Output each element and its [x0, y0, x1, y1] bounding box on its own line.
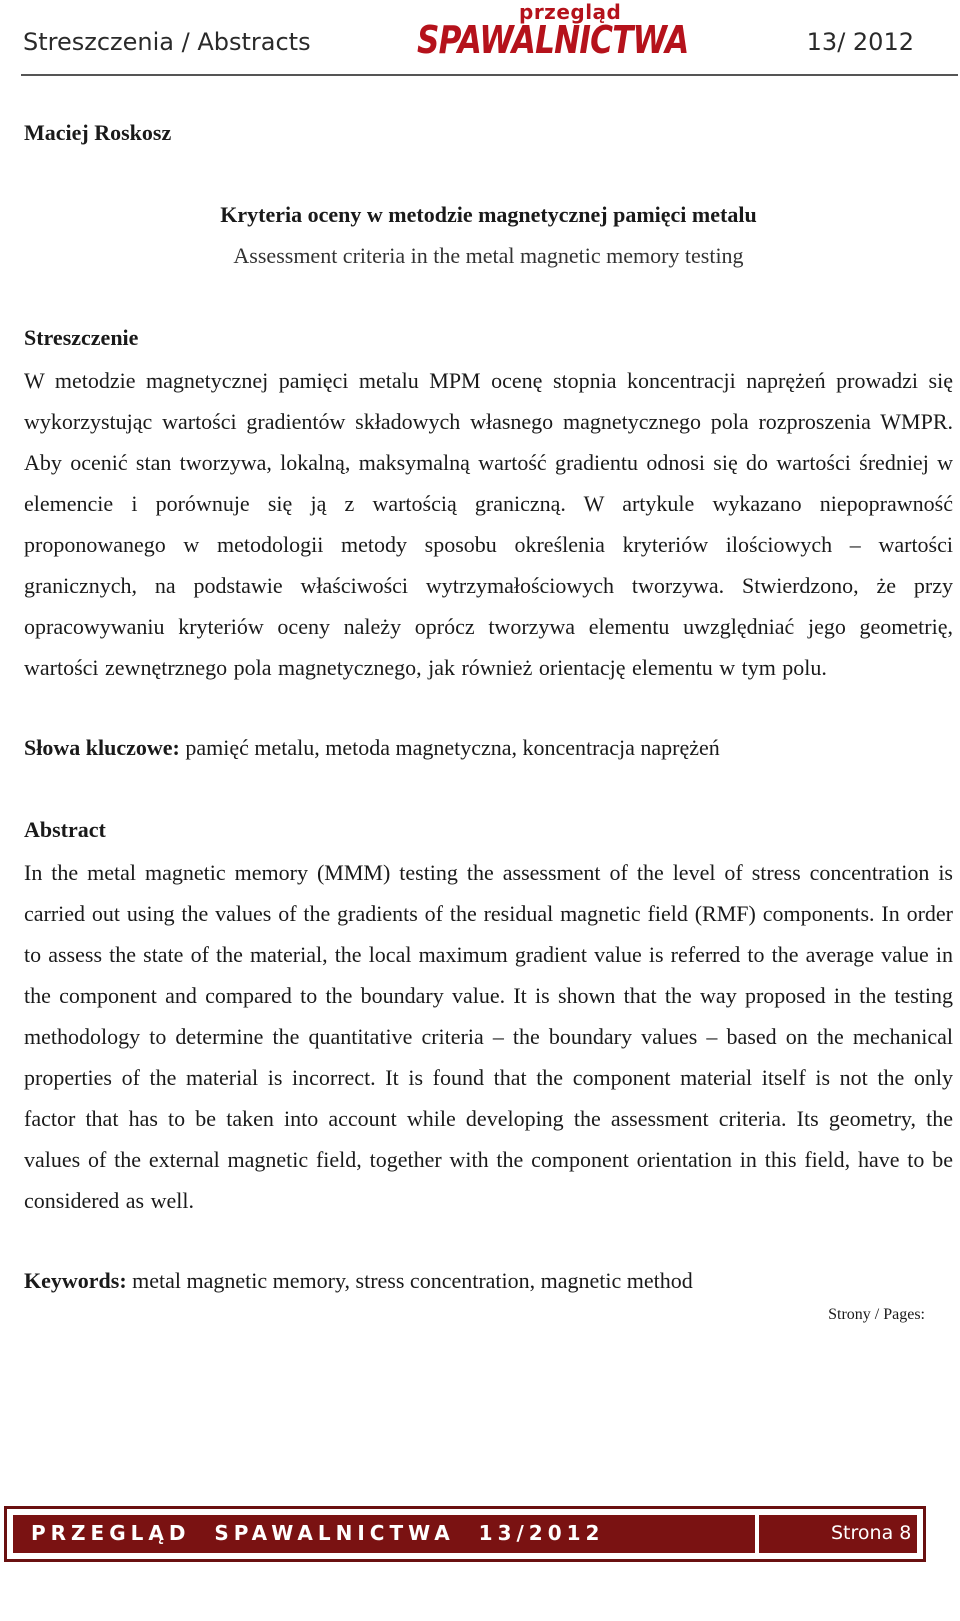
streszczenie-heading: Streszczenie — [24, 325, 139, 350]
footer-page-band — [759, 1515, 917, 1553]
streszczenie-body: W metodzie magnetycznej pamięci metalu MPM ocenę stopnia koncentracji naprężeń prowadzi się wykorzystując wartości gradientów składowych własnego magnetycznego pola rozproszenia WMPR. Aby ocenić stan tworzywa, lokalną, maksymalną wartość gradientu odnosi się do wartości średniej w elemencie i porównuje się ją z wartością graniczną. W artykule wykazano niepoprawność proponowanego w metodologii metody sposobu określenia kryteriów ilościowych – wartości granicznych, na podstawie właściwości wytrzymałościowych tworzywa. Stwierdzono, że przy opracowywaniu kryteriów oceny należy oprócz tworzywa elementu uwzględniać jego geometrię, wartości zewnętrznego pola magnetycznego, jak również orientację elementu w tym polu. — [24, 368, 953, 680]
keywords-english-values: metal magnetic memory, stress concentration, magnetic method — [126, 1268, 693, 1293]
keywords-english-label: Keywords: — [24, 1268, 127, 1293]
page-footer — [4, 1506, 926, 1562]
footer-journal-band — [13, 1515, 755, 1553]
logo-title: SPAWALNICTWA — [417, 18, 689, 62]
section-label: Streszczenia / Abstracts — [23, 28, 311, 56]
keywords-polish-label: Słowa kluczowe: — [24, 735, 180, 760]
author-name: Maciej Roskosz — [24, 120, 172, 145]
abstract-heading: Abstract — [24, 817, 106, 842]
journal-logo — [417, 0, 689, 64]
title-english: Assessment criteria in the metal magnetic memory testing — [233, 243, 744, 268]
keywords-english — [24, 1268, 953, 1294]
page-header — [21, 0, 958, 76]
pages-label: Strony / Pages: — [828, 1306, 925, 1323]
issue-number: 13/ 2012 — [806, 28, 914, 56]
logo-subtitle: przegląd — [519, 0, 622, 24]
page-number: Strona 8 — [831, 1522, 912, 1544]
abstract-body: In the metal magnetic memory (MMM) testing the assessment of the level of stress concentration is carried out using the values of the gradients of the residual magnetic field (RMF) components. In order to assess the state of the material, the local maximum gradient value is referred to the average value in the component and compared to the boundary value. It is shown that the way proposed in the testing methodology to determine the quantitative criteria – the boundary values – based on the mechanical properties of the material is incorrect. It is found that the component material itself is not the only factor that has to be taken into account while developing the assessment criteria. Its geometry, the values of the external magnetic field, together with the component orientation in this field, have to be considered as well. — [24, 860, 953, 1213]
footer-journal-text: PRZEGLĄD SPAWALNICTWA 13/2012 — [31, 1521, 605, 1545]
keywords-polish-values: pamięć metalu, metoda magnetyczna, koncentracja naprężeń — [179, 735, 720, 760]
title-polish: Kryteria oceny w metodzie magnetycznej pamięci metalu — [220, 202, 757, 227]
keywords-polish — [24, 735, 953, 761]
